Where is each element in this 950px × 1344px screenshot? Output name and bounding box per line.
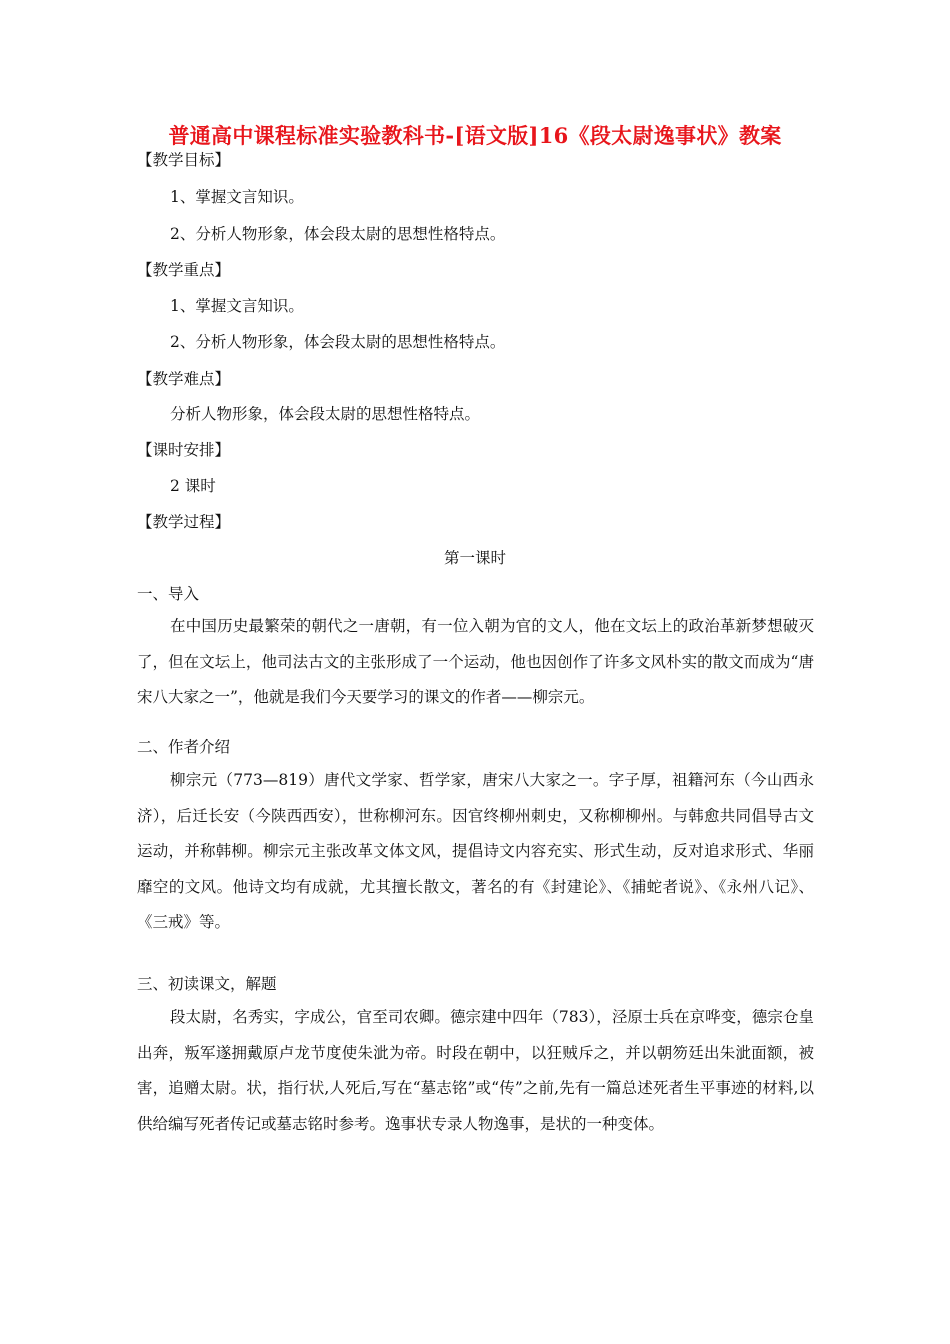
process-heading: 【教学过程】 bbox=[137, 513, 231, 531]
difficulties-heading: 【教学难点】 bbox=[137, 370, 231, 388]
section-heading-author: 二、作者介绍 bbox=[137, 738, 231, 756]
section-heading-intro: 一、导入 bbox=[137, 585, 200, 603]
section-heading-reading: 三、初读课文，解题 bbox=[137, 975, 277, 993]
key-points-heading: 【教学重点】 bbox=[137, 261, 231, 279]
document-title: 普通高中课程标准实验教科书-[语文版]16《段太尉逸事状》教案 bbox=[168, 123, 782, 148]
key-point-item: 2、分析人物形象，体会段太尉的思想性格特点。 bbox=[170, 333, 506, 351]
schedule-text: 2 课时 bbox=[170, 477, 216, 495]
schedule-heading: 【课时安排】 bbox=[137, 441, 231, 459]
key-point-item: 1、掌握文言知识。 bbox=[170, 297, 304, 315]
section-paragraph-author: 柳宗元（773—819）唐代文学家、哲学家，唐宋八大家之一。字子厚，祖籍河东（今山西永济），后迁长安（今陕西西安），世称柳河东。因官终柳州刺史，又称柳柳州。与韩愈共同倡导古文运动，并称韩柳。柳宗元主张改革文体文风，提倡诗文内容充实、形式生动，反对追求形式、华丽靡空的文风。他诗文均有成就，尤其擅长散文，著名的有《封建论》、《捕蛇者说》、《永州八记》、《三戒》等。 bbox=[137, 771, 814, 931]
objective-item: 1、掌握文言知识。 bbox=[170, 188, 304, 206]
objectives-heading: 【教学目标】 bbox=[137, 151, 231, 169]
difficulties-text: 分析人物形象，体会段太尉的思想性格特点。 bbox=[170, 405, 481, 423]
objective-item: 2、分析人物形象，体会段太尉的思想性格特点。 bbox=[170, 225, 506, 243]
section-paragraph-intro: 在中国历史最繁荣的朝代之一唐朝，有一位入朝为官的文人，他在文坛上的政治革新梦想破灭了，但在文坛上，他司法古文的主张形成了一个运动，他也因创作了许多文风朴实的散文而成为“唐宋八大家之一”，他就是我们今天要学习的课文的作者——柳宗元。 bbox=[137, 617, 814, 706]
lesson-title: 第一课时 bbox=[443, 549, 506, 567]
section-paragraph-reading: 段太尉，名秀实，字成公，官至司农卿。德宗建中四年（783），泾原士兵在京哗变，德宗仓皇出奔，叛军遂拥戴原卢龙节度使朱泚为帝。时段在朝中，以狂贼斥之，并以朝笏廷出朱泚面额，被害，追赠太尉。状，指行状,人死后,写在“墓志铭”或“传”之前,先有一篇总述死者生平事迹的材料,以供给编写死者传记或墓志铭时参考。逸事状专录人物逸事，是状的一种变体。 bbox=[137, 1008, 814, 1133]
